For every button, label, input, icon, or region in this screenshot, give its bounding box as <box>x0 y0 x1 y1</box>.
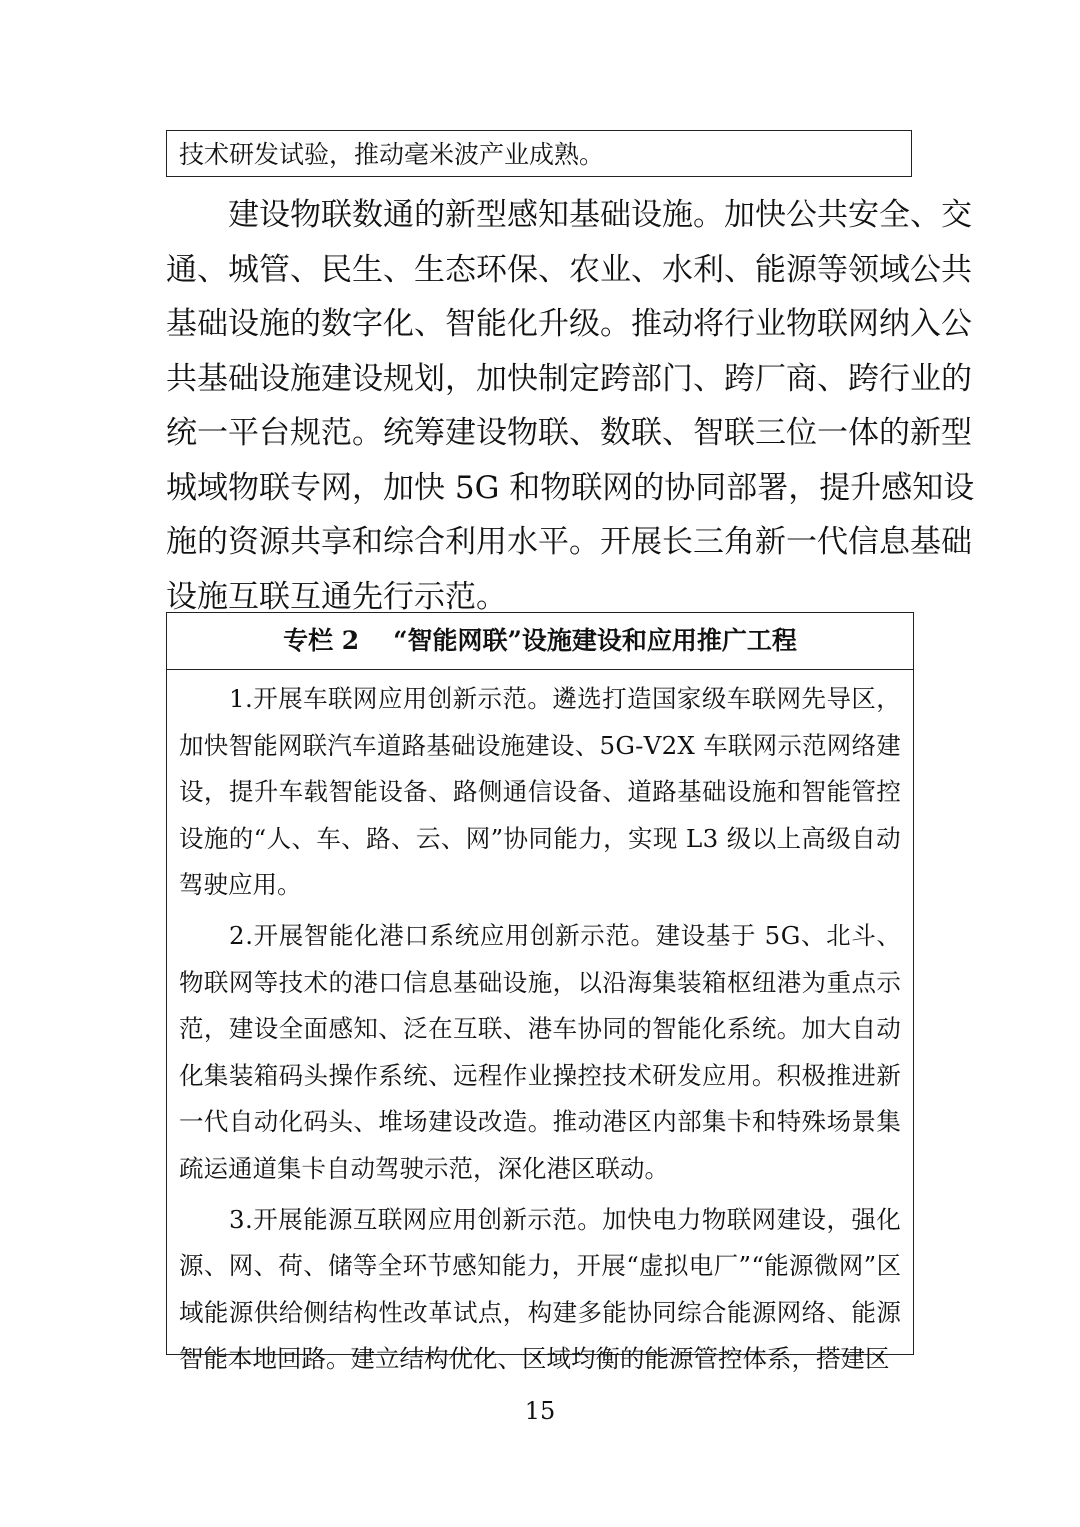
column-box <box>166 612 914 1374</box>
column-item-line: 一 代 自 动 化 码 头 、 堆 场 建 设 改 造 。 推 动 港 区 内 部 集 卡 和 特 殊 场 景 集 <box>179 1107 901 1137</box>
column-item-line: 范 ， 建 设 全 面 感 知 、 泛 在 互 联 、 港 车 协 同 的 智 能 化 系 统 。 加 大 自 动 <box>179 1014 901 1044</box>
column-item-line: 驾驶应用。 <box>179 870 302 900</box>
body-line: 统 一 平 台 规 范 。 统 筹 建 设 物 联 、 数 联 、 智 联 三 位 一 体 的 新 型 <box>166 415 972 451</box>
column-item <box>179 913 901 1193</box>
body-paragraph <box>166 188 975 624</box>
body-line: 共 基 础 设 施 建 设 规 划 ， 加 快 制 定 跨 部 门 、 跨 厂 商 、 跨 行 业 的 <box>166 360 972 397</box>
body-line: 建 设 物 联 数 通 的 新 型 感 知 基 础 设 施 。 加 快 公 共 安 全 、 交 <box>228 197 972 233</box>
column-item-line: 加 快 智 能 网 联 汽 车 道 路 基 础 设 施 建 设 、 5 G - V 2 X 车 联 网 示 范 网 络 建 <box>179 730 901 760</box>
column-item-line: 1 . 开 展 车 联 网 应 用 创 新 示 范 。 遴 选 打 造 国 家 级 车 联 网 先 导 区 ， <box>229 684 901 713</box>
column-item-line: 设 ， 提 升 车 载 智 能 设 备 、 路 侧 通 信 设 备 、 道 路 基 础 设 施 和 智 能 管 控 <box>179 777 901 807</box>
column-item-line: 源 、 网 、 荷 、 储 等 全 环 节 感 知 能 力 ， 开 展 “ 虚 拟 电 厂 ” “ 能 源 微 网 ” 区 <box>179 1251 901 1281</box>
column-box-content <box>167 670 913 1383</box>
continued-text-line: 技术研发试验，推动毫米波产业成熟。 <box>179 140 605 169</box>
column-item-line: 域 能 源 供 给 侧 结 构 性 改 革 试 点 ， 构 建 多 能 协 同 综 合 能 源 网 络 、 能 源 <box>179 1297 901 1327</box>
column-title: “智能网联”设施建设和应用推广工程 <box>393 626 797 655</box>
body-line: 通 、 城 管 、 民 生 、 生 态 环 保 、 农 业 、 水 利 、 能 源 等 领 域 公 共 <box>166 251 972 288</box>
column-item-line: 疏运通道集卡自动驾驶示范，深化港区联动。 <box>179 1153 669 1183</box>
column-item <box>179 676 901 909</box>
column-item <box>179 1197 901 1383</box>
page-number: 15 <box>524 1397 556 1425</box>
continued-column-box <box>166 130 912 177</box>
column-tag: 专栏 2 <box>283 626 360 655</box>
column-item-line: 2 . 开 展 智 能 化 港 口 系 统 应 用 创 新 示 范 。 建 设 基 于 5 G 、 北 斗 、 <box>229 920 901 950</box>
column-item-line: 3 . 开 展 能 源 互 联 网 应 用 创 新 示 范 。 加 快 电 力 物 联 网 建 设 ， 强 化 <box>229 1204 901 1234</box>
column-item-line: 化 集 装 箱 码 头 操 作 系 统 、 远 程 作 业 操 控 技 术 研 发 应 用 。 积 极 推 进 新 <box>179 1060 901 1090</box>
body-line: 施 的 资 源 共 享 和 综 合 利 用 水 平 。 开 展 长 三 角 新 一 代 信 息 基 础 <box>166 524 972 560</box>
column-item-line: 物 联 网 等 技 术 的 港 口 信 息 基 础 设 施 ， 以 沿 海 集 装 箱 枢 纽 港 为 重 点 示 <box>179 967 901 997</box>
body-line: 设施互联互通先行示范。 <box>166 578 507 615</box>
body-line: 基 础 设 施 的 数 字 化 、 智 能 化 升 级 。 推 动 将 行 业 物 联 网 纳 入 公 <box>166 306 972 342</box>
column-item-line: 设 施 的 “ 人 、 车 、 路 、 云 、 网 ” 协 同 能 力 ， 实 现 L 3 级 以 上 高 级 自 动 <box>179 823 901 853</box>
column-box-header <box>167 613 913 670</box>
body-line: 城 域 物 联 专 网 ， 加 快 5 G 和 物 联 网 的 协 同 部 署 ， 提 升 感 知 设 <box>166 469 975 506</box>
column-item-line: 智能本地回路。建立结构优化、区域均衡的能源管控体系，搭建区 <box>179 1344 890 1374</box>
